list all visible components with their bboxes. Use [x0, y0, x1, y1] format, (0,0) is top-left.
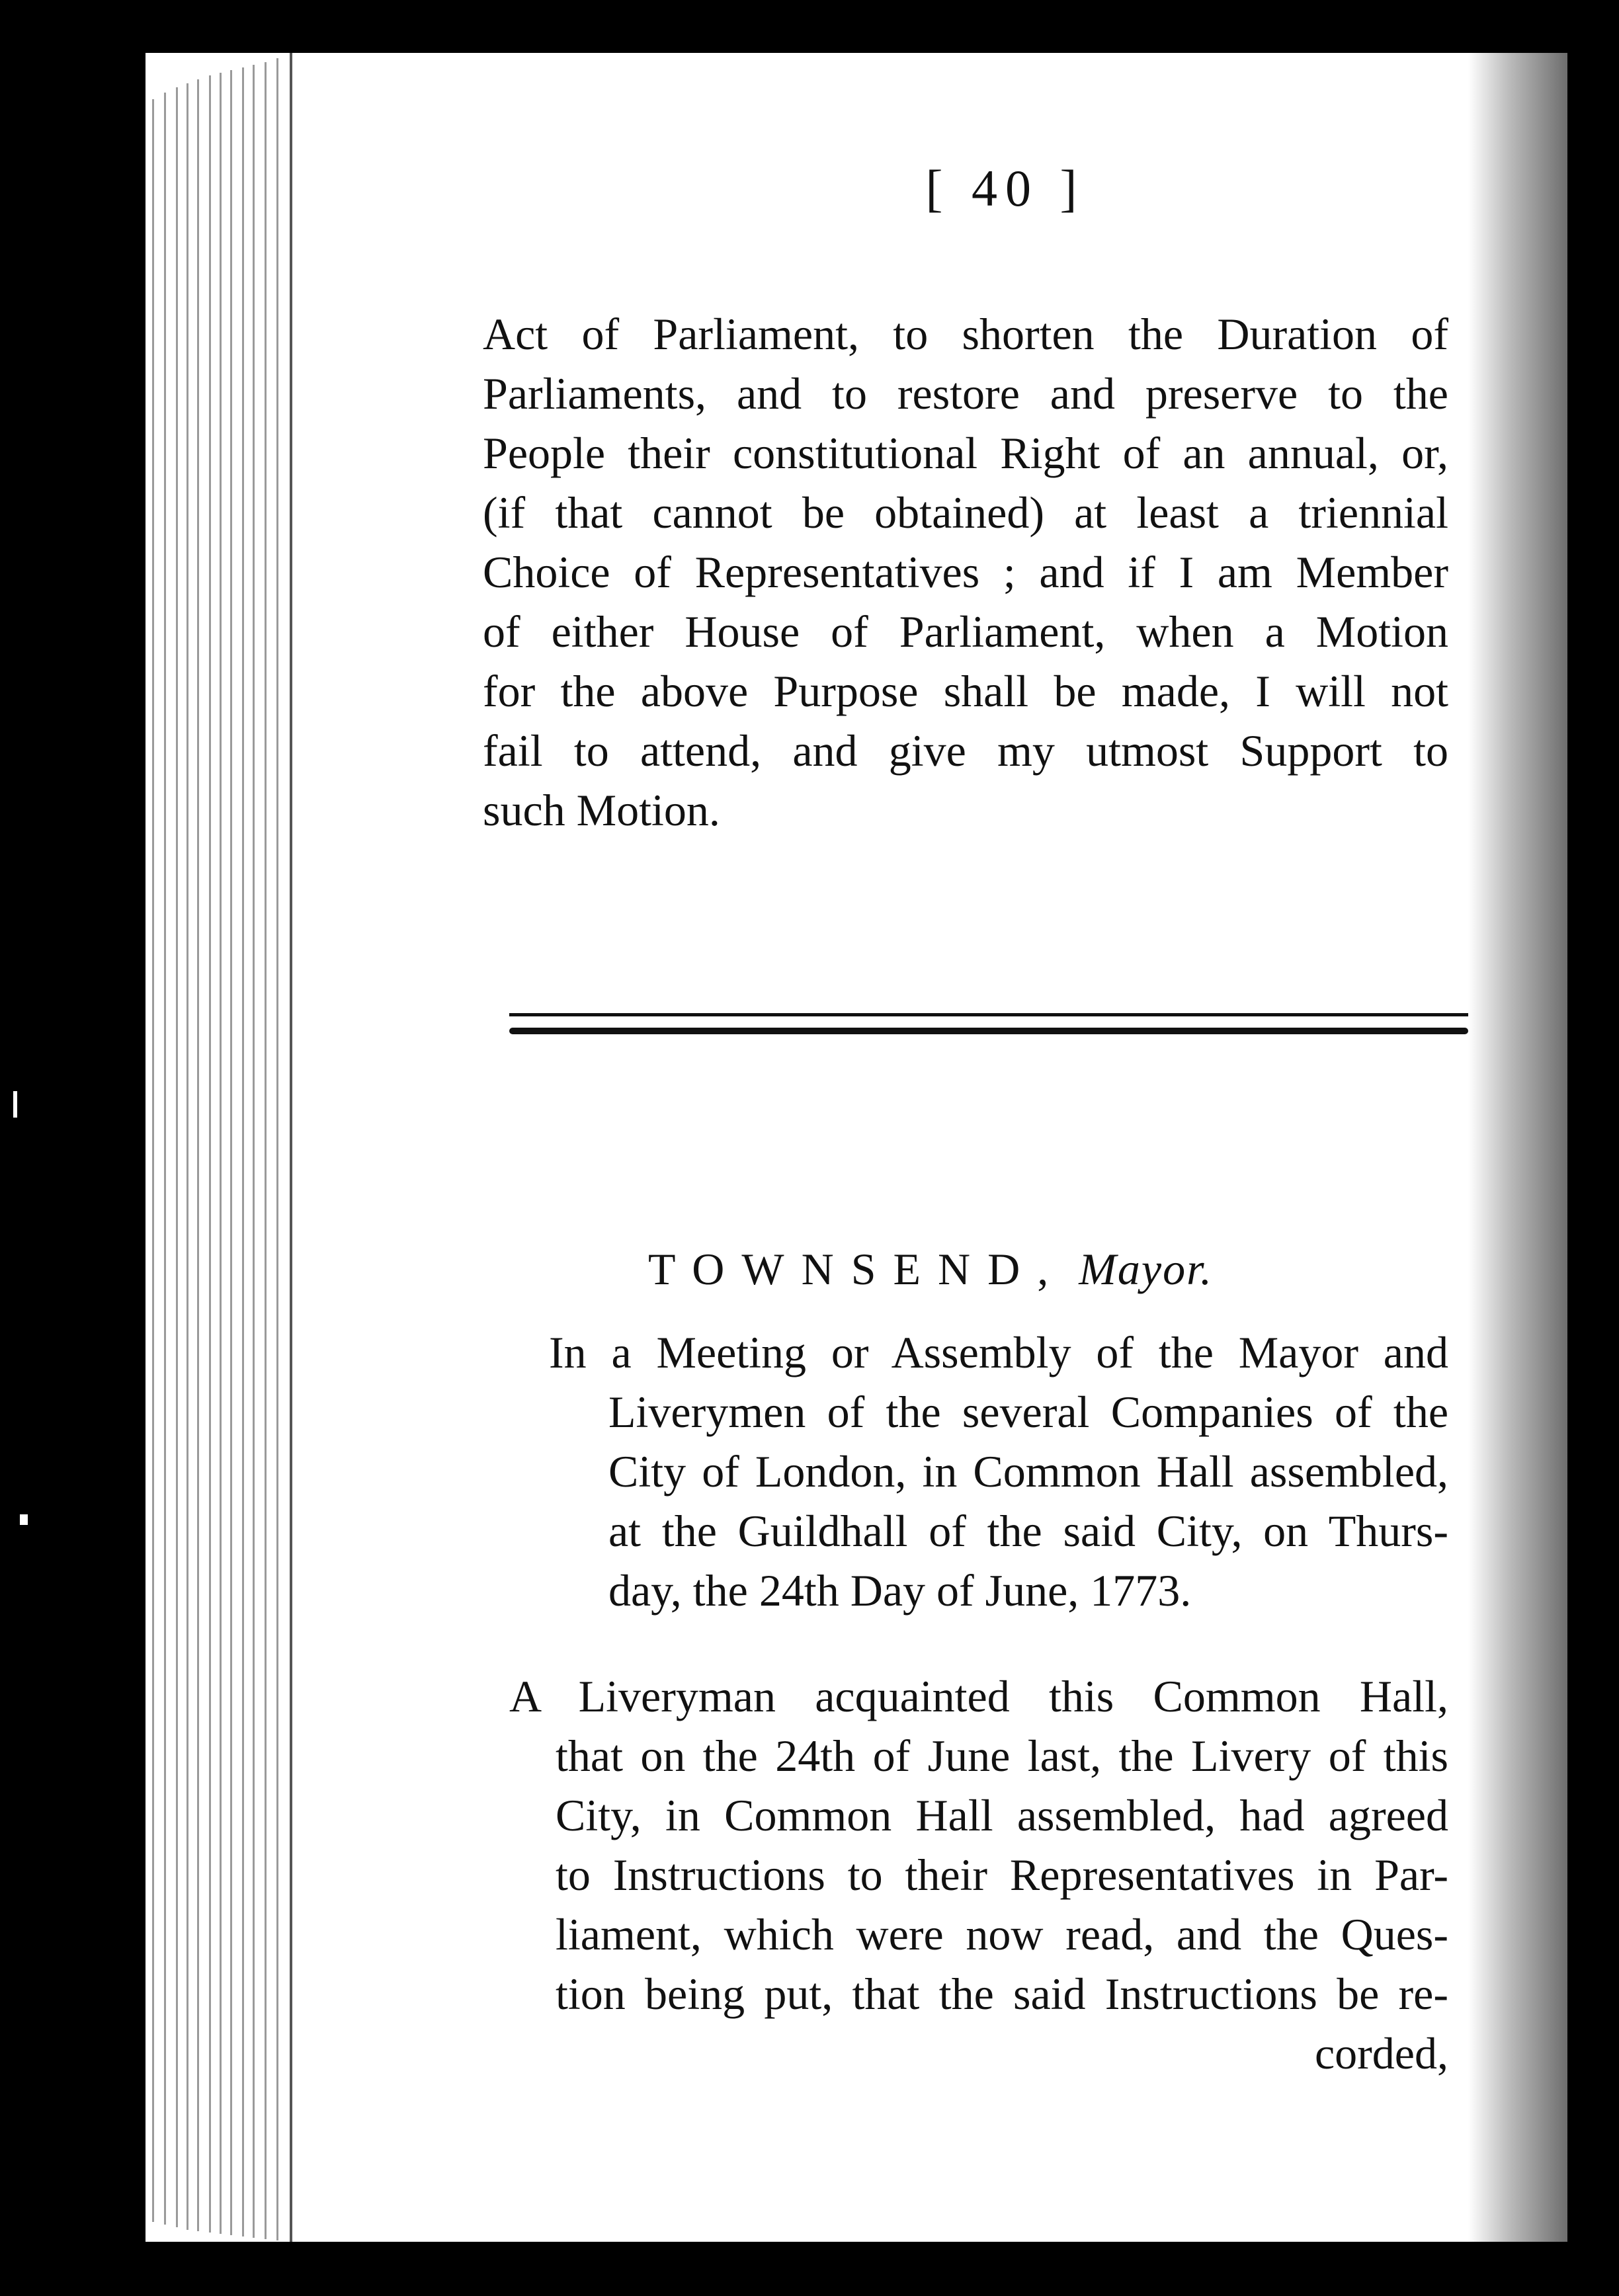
section-divider	[509, 1005, 1468, 1045]
mayor-title: Mayor.	[1079, 1244, 1214, 1294]
page-edge	[209, 75, 211, 2233]
text-line: City, in Common Hall assembled, had agreed	[556, 1790, 1448, 1840]
text-line: tion being put, that the said Instructions be re-	[556, 1969, 1448, 2019]
text-line: that on the 24th of June last, the Livery of this	[556, 1731, 1448, 1781]
page-edge	[242, 67, 244, 2236]
page-edge	[253, 65, 255, 2238]
text-line: of either House of Parliament, when a Motion	[483, 606, 1448, 657]
text-line: Liverymen of the several Companies of the	[608, 1387, 1448, 1437]
gutter-shadow	[1468, 53, 1567, 2242]
book-page	[291, 53, 1468, 2242]
page-edge	[176, 87, 178, 2227]
text-line: A Liveryman acquainted this Common Hall,	[509, 1671, 1448, 1721]
page-edge	[220, 73, 222, 2234]
page-edge	[265, 62, 267, 2239]
text-line: In a Meeting or Assembly of the Mayor and	[549, 1327, 1448, 1377]
text-line: for the above Purpose shall be made, I will not	[483, 666, 1448, 716]
text-line: (if that cannot be obtained) at least a triennial	[483, 487, 1448, 538]
text-line: day, the 24th Day of June, 1773.	[608, 1565, 1192, 1616]
scan-speck	[13, 1091, 17, 1118]
text-line: Parliaments, and to restore and preserve to the	[483, 368, 1448, 419]
text-line: Choice of Representatives ; and if I am Member	[483, 547, 1448, 597]
page-edge	[164, 93, 166, 2225]
page-edge	[230, 70, 232, 2235]
text-line: liament, which were now read, and the Ques-	[556, 1909, 1448, 1959]
divider-thick-rule	[509, 1028, 1468, 1034]
text-line: to Instructions to their Representatives in Par-	[556, 1850, 1448, 1900]
text-line: such Motion.	[483, 785, 720, 835]
scan-speck	[20, 1514, 28, 1525]
page-edge	[152, 99, 154, 2222]
page-edge	[276, 58, 278, 2240]
page-number: [ 40 ]	[925, 159, 1085, 217]
text-line: City of London, in Common Hall assembled,	[608, 1446, 1448, 1496]
mayor-name: TOWNSEND,	[648, 1244, 1066, 1294]
divider-thin-rule	[509, 1013, 1468, 1016]
page-edge	[187, 83, 188, 2230]
text-line: corded,	[1314, 2028, 1448, 2078]
text-line: fail to attend, and give my utmost Support to	[483, 725, 1448, 776]
page-edge	[197, 79, 199, 2231]
text-line: Act of Parliament, to shorten the Duration of	[483, 309, 1448, 359]
text-line: People their constitutional Right of an annual, or,	[483, 428, 1448, 478]
mayor-heading	[648, 1243, 1213, 1295]
text-line: at the Guildhall of the said City, on Thurs-	[608, 1506, 1448, 1556]
